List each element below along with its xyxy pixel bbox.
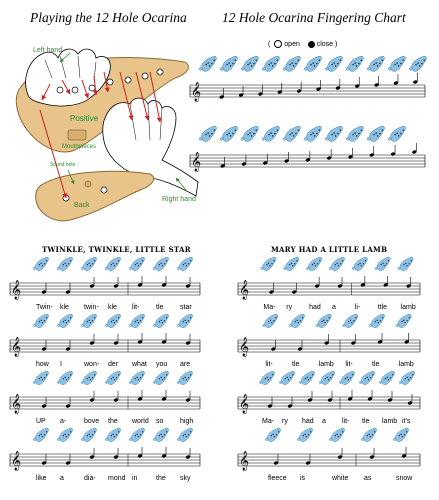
ocarina-fingering-icon [31, 370, 51, 387]
lyric-word: what [132, 361, 147, 368]
lyric-word: is [300, 475, 306, 482]
lyric-word: a [322, 418, 326, 425]
ocarina-fingering-icon [282, 256, 302, 273]
lyric-word: lit- [132, 304, 140, 311]
lyric-word: lit- [265, 361, 273, 368]
lyric-word: kle [108, 304, 117, 311]
music-staff [238, 337, 420, 357]
ocarina-fingering-icon [327, 427, 347, 444]
music-staff [238, 451, 420, 471]
lyric-word: how [36, 361, 49, 368]
music-staff [190, 82, 425, 102]
ocarina-fingering-icon [239, 55, 262, 74]
treble-clef: 𝄞 [239, 451, 250, 471]
lyric-word: the [156, 475, 166, 482]
ocarina-fingering-icon [297, 370, 317, 387]
ocarina-fingering-icon [365, 125, 388, 144]
lyric-word: had [309, 304, 321, 311]
lyric-word: snow [396, 475, 413, 482]
ocarina-fingering-icon [79, 256, 99, 273]
lyric-word: like [36, 475, 47, 482]
treble-clef: 𝄞 [11, 394, 22, 414]
music-staff [10, 280, 200, 300]
ocarina-fingering-icon [304, 256, 324, 273]
ocarina-fingering-icon [373, 256, 393, 273]
ocarina-fingering-icon [103, 256, 123, 273]
lyric-word: you [156, 361, 168, 368]
ocarina-fingering-icon [103, 370, 123, 387]
sound-hole-label: Sound hole [50, 162, 76, 168]
lyric-word: tle [292, 361, 300, 368]
ocarina-fingering-icon [396, 256, 416, 273]
lyric-word: had [302, 418, 314, 425]
lyric-word: Ma- [262, 418, 275, 425]
lyric-word: li- [354, 304, 361, 311]
ocarina-fingering-icon [31, 313, 51, 330]
ocarina-fingering-icon [79, 370, 99, 387]
ocarina-fingering-icon [344, 55, 367, 74]
ocarina-fingering-icon [103, 427, 123, 444]
ocarina-fingering-icon [127, 370, 147, 387]
ocarina-fingering-icon [151, 370, 171, 387]
ocarina-fingering-icon [151, 313, 171, 330]
ocarina-fingering-icon [397, 370, 417, 387]
treble-clef: 𝄞 [11, 451, 22, 471]
back-label: Back [74, 202, 90, 209]
lyric-word: lamb [398, 361, 414, 368]
treble-clef: 𝄞 [11, 337, 22, 357]
music-staff [10, 451, 200, 471]
hole-legend: ( open close ) [268, 40, 338, 48]
lyric-word: kle [60, 304, 69, 311]
ocarina-fingering-icon [197, 125, 220, 144]
ocarina-fingering-icon [31, 427, 51, 444]
ocarina-fingering-icon [79, 427, 99, 444]
ocarina-fingering-icon [357, 370, 377, 387]
ocarina-fingering-icon [55, 256, 75, 273]
music-staff [10, 337, 200, 357]
ocarina-fingering-icon [260, 125, 283, 144]
ocarina-fingering-icon [257, 370, 277, 387]
ocarina-fingering-icon [151, 427, 171, 444]
ocarina-fingering-icon [394, 313, 414, 330]
lyric-word: lamb [382, 418, 398, 425]
song-title-mary: MARY HAD A LITTLE LAMB [271, 245, 388, 254]
lyric-word: a [60, 475, 64, 482]
ocarina-fingering-icon [277, 370, 297, 387]
ocarina-fingering-icon [302, 55, 325, 74]
ocarina-fingering-icon [281, 55, 304, 74]
lyric-word: sky [180, 475, 191, 482]
mouthpieces-label: Mouthpieces [62, 144, 97, 150]
ocarina-fingering-icon [31, 256, 51, 273]
ocarina-fingering-icon [218, 55, 241, 74]
music-staff [238, 394, 420, 414]
left-hand-label: Left hand [33, 47, 63, 54]
ocarina-fingering-icon [314, 313, 334, 330]
ocarina-fingering-icon [175, 313, 195, 330]
ocarina-fingering-icon [175, 427, 195, 444]
legend-close-label: close [316, 40, 334, 48]
ocarina-fingering-icon [386, 55, 409, 74]
ocarina-fingering-icon [263, 427, 283, 444]
ocarina-fingering-icon [55, 370, 75, 387]
lyric-word: twin- [84, 304, 99, 311]
ocarina-fingering-icon [344, 125, 367, 144]
ocarina-fingering-icon [327, 256, 347, 273]
lyric-word: tle [362, 418, 370, 425]
lyric-word: a- [60, 418, 67, 425]
ocarina-fingering-icon [127, 313, 147, 330]
lyric-word: in [132, 475, 138, 482]
ocarina-fingering-icon [260, 55, 283, 74]
lyric-word: dia- [84, 475, 96, 482]
positive-label: Positive [70, 114, 99, 123]
lyric-word: tle [156, 304, 164, 311]
music-staff [190, 152, 425, 172]
ocarina-fingering-icon [151, 256, 171, 273]
ocarina-fingering-icon [55, 313, 75, 330]
lyric-word: star [180, 304, 192, 311]
ocarina-fingering-icon [367, 313, 387, 330]
treble-clef: 𝄞 [239, 394, 250, 414]
lyric-word: as [364, 475, 372, 482]
treble-clef: 𝄞 [191, 82, 202, 102]
ocarina-fingering-icon [239, 125, 262, 144]
lyric-word: high [180, 418, 194, 425]
treble-clef: 𝄞 [239, 280, 250, 300]
lyric-word: I [60, 361, 62, 368]
ocarina-fingering-icon [103, 313, 123, 330]
lyric-word: lit- [345, 361, 353, 368]
lyric-word: world [132, 418, 149, 425]
lyric-word: fleece [268, 475, 287, 482]
ocarina-fingering-icon [259, 256, 279, 273]
ocarina-fingering-icon [337, 370, 357, 387]
chart-title: 12 Hole Ocarina Fingering Chart [222, 10, 406, 25]
lyric-word: it's [402, 418, 411, 425]
lyric-word: mond [108, 475, 126, 482]
lyric-word: a [332, 304, 336, 311]
ocarina-fingering-icon [323, 55, 346, 74]
left-title: Playing the 12 Hole Ocarina [30, 10, 187, 25]
lyric-word: tle [372, 361, 380, 368]
ocarina-fingering-icon [127, 256, 147, 273]
lyric-word: white [332, 475, 349, 482]
ocarina-fingering-icon [175, 370, 195, 387]
ocarina-fingering-icon [55, 427, 75, 444]
lyric-word: lamb [400, 304, 416, 311]
lyric-word: bove [84, 418, 100, 425]
right-hand-label: Right hand [162, 196, 196, 203]
lyric-word: ry [286, 304, 293, 311]
lyric-word: ttle [377, 304, 388, 311]
ocarina-fingering-icon [295, 427, 315, 444]
ocarina-fingering-icon [302, 125, 325, 144]
ocarina-fingering-icon [175, 256, 195, 273]
lyric-word: UP [36, 418, 46, 425]
lyric-word: won- [84, 361, 100, 368]
lyric-word: ry [282, 418, 288, 425]
ocarina-fingering-icon [350, 256, 370, 273]
lyric-word: lit- [342, 418, 350, 425]
ocarina-fingering-icon [287, 313, 307, 330]
treble-clef: 𝄞 [191, 152, 202, 172]
lyric-word: so [156, 418, 164, 425]
ocarina-fingering-icon [341, 313, 361, 330]
ocarina-fingering-icon [197, 55, 220, 74]
lyric-word: are [180, 361, 191, 368]
song-title-twinkle: TWINKLE, TWINKLE, LITTLE STAR [42, 245, 191, 254]
ocarina-fingering-icon [79, 313, 99, 330]
lyric-word: der [108, 361, 119, 368]
lyric-word: Twin- [36, 304, 53, 311]
legend-open-label: open [284, 40, 300, 48]
ocarina-fingering-icon [407, 55, 430, 74]
ocarina-fingering-icon [323, 125, 346, 144]
ocarina-fingering-icon [365, 55, 388, 74]
ocarina-fingering-icon [281, 125, 304, 144]
ocarina-fingering-icon [386, 125, 409, 144]
treble-clef: 𝄞 [239, 337, 250, 357]
treble-clef: 𝄞 [11, 280, 22, 300]
ocarina-fingering-icon [218, 125, 241, 144]
music-staff [238, 280, 420, 300]
lyric-word: the [108, 418, 118, 425]
ocarina-fingering-icon [127, 427, 147, 444]
ocarina-fingering-icon [377, 370, 397, 387]
ocarina-fingering-icon [391, 427, 411, 444]
ocarina-fingering-icon [359, 427, 379, 444]
lyric-word: Ma- [263, 304, 276, 311]
ocarina-fingering-icon [317, 370, 337, 387]
ocarina-fingering-icon [261, 313, 281, 330]
lyric-word: lamb [318, 361, 334, 368]
music-staff [10, 394, 200, 414]
